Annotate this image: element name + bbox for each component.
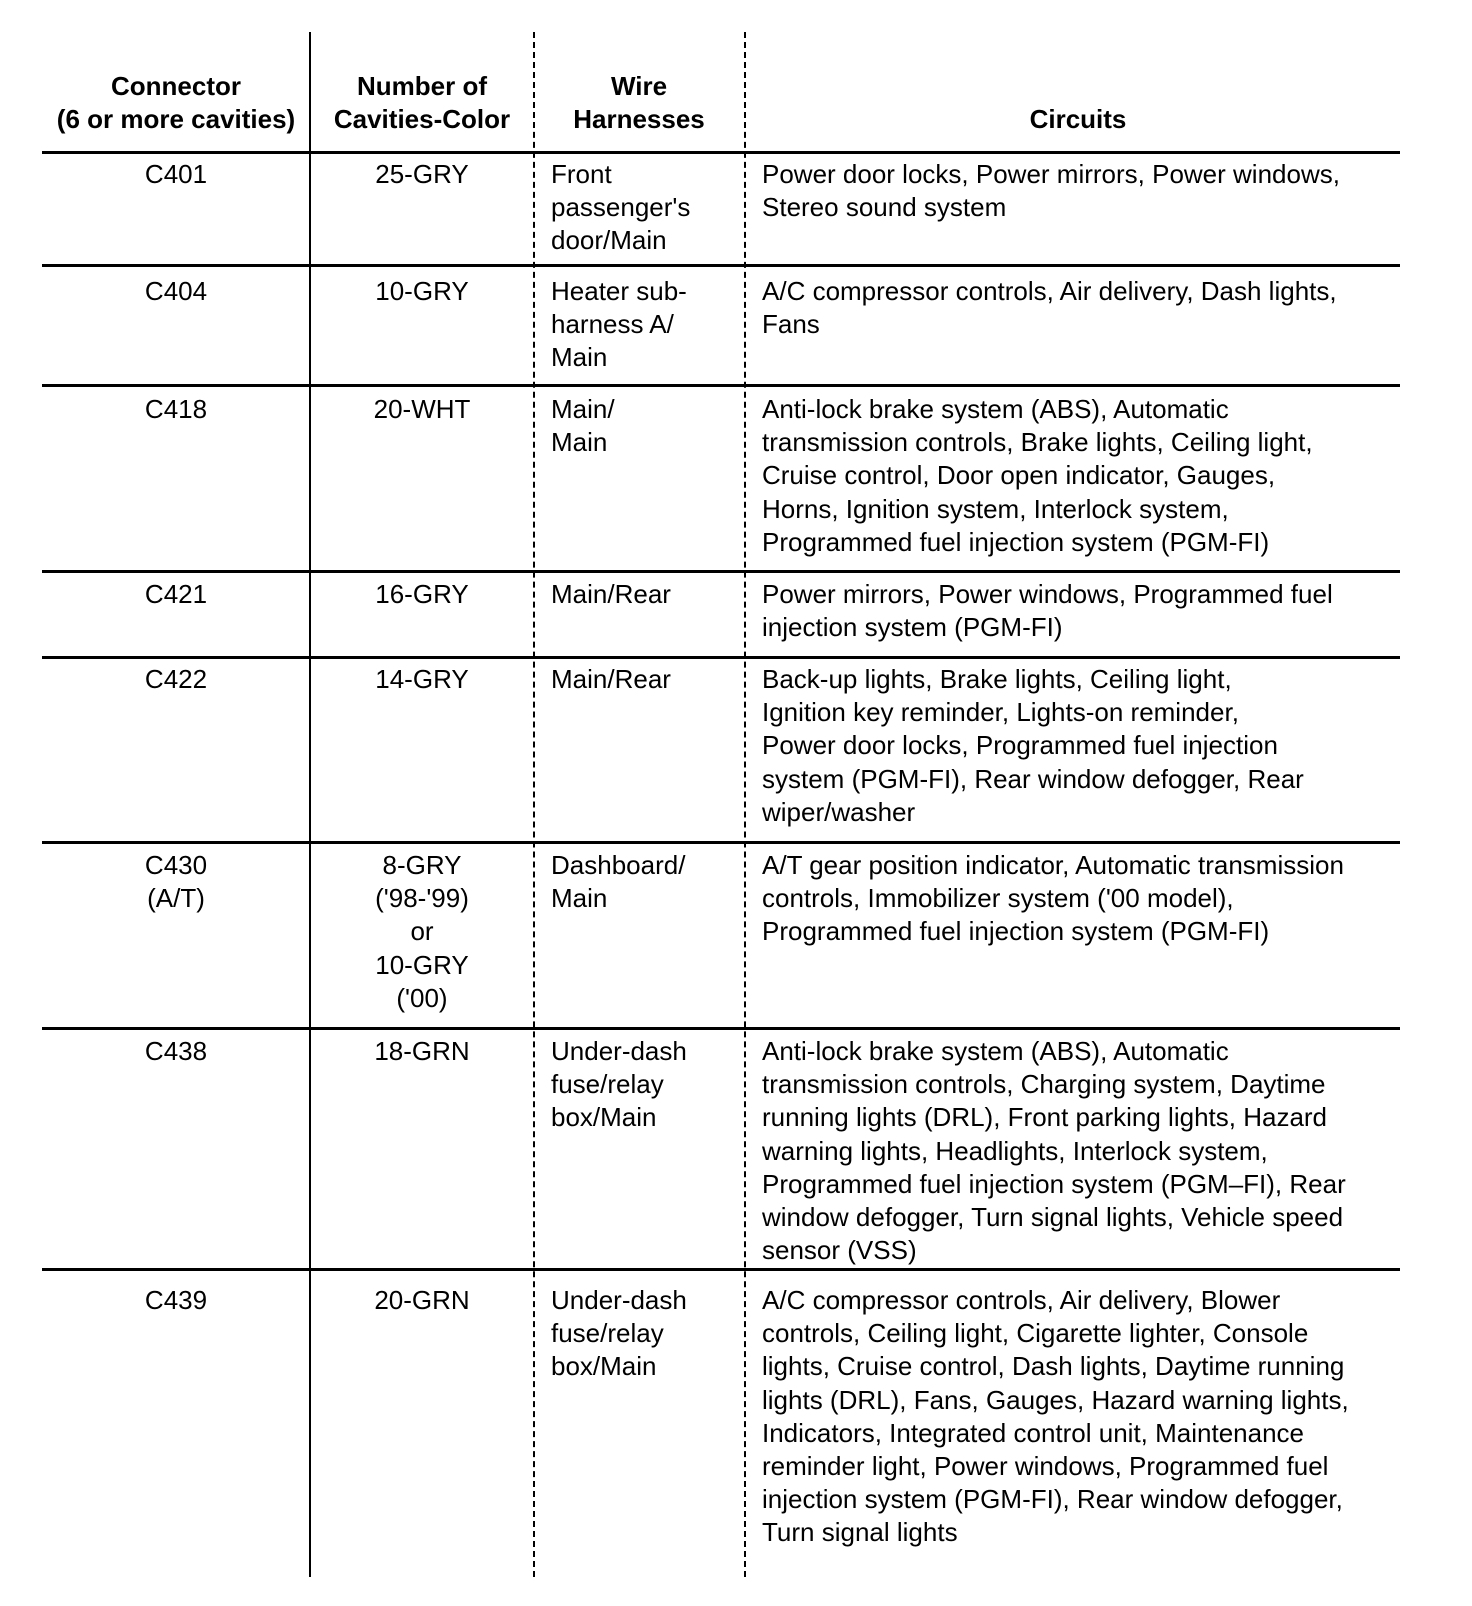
circuit-line: Indicators, Integrated control unit, Maintenance bbox=[762, 1417, 1304, 1448]
harness-line: box/Main bbox=[551, 1102, 657, 1133]
cavities-cell bbox=[312, 849, 532, 1015]
header-harnesses-line: Harnesses bbox=[573, 104, 705, 134]
harness-line: harness A/ bbox=[551, 309, 674, 340]
harness-line: Under-dash bbox=[551, 1285, 687, 1315]
harness-cell bbox=[551, 578, 736, 611]
harness-cell bbox=[551, 393, 736, 459]
circuits-cell bbox=[762, 849, 1402, 949]
row-divider bbox=[42, 570, 1400, 573]
circuit-line: wiper/washer bbox=[762, 796, 916, 827]
circuit-line: lights, Cruise control, Dash lights, Daytime running bbox=[762, 1351, 1345, 1382]
circuit-line: Stereo sound system bbox=[762, 192, 1007, 223]
cavities-cell bbox=[312, 1035, 532, 1068]
circuit-line: Anti-lock brake system (ABS), Automatic bbox=[762, 394, 1229, 424]
circuit-line: Ignition key reminder, Lights-on reminder, bbox=[762, 697, 1239, 728]
header-connector-line: (6 or more cavities) bbox=[56, 104, 296, 134]
circuit-line: warning lights, Headlights, Interlock system, bbox=[762, 1135, 1268, 1166]
harness-line: Front bbox=[551, 159, 612, 189]
harness-cell bbox=[551, 158, 736, 258]
circuits-cell bbox=[762, 578, 1402, 644]
connector-id: C421 bbox=[144, 579, 208, 609]
connector-id: C418 bbox=[144, 394, 208, 424]
circuit-line: Turn signal lights bbox=[762, 1517, 958, 1548]
harness-cell bbox=[551, 849, 736, 915]
header-circuits bbox=[748, 103, 1408, 136]
cavities-value: 14-GRY bbox=[375, 664, 469, 694]
connector-cell bbox=[42, 1284, 310, 1317]
circuit-line: Back-up lights, Brake lights, Ceiling light, bbox=[762, 664, 1232, 694]
cavities-cell bbox=[312, 275, 532, 308]
harness-cell bbox=[551, 1035, 736, 1135]
harness-line: Main bbox=[551, 883, 608, 914]
cavities-value: 18-GRN bbox=[374, 1036, 470, 1066]
circuit-line: running lights (DRL), Front parking lights, Hazard bbox=[762, 1102, 1328, 1133]
circuit-line: Power door locks, Programmed fuel injection bbox=[762, 730, 1278, 761]
circuit-line: transmission controls, Charging system, Daytime bbox=[762, 1069, 1326, 1100]
circuit-line: lights (DRL), Fans, Gauges, Hazard warning lights, bbox=[762, 1384, 1349, 1415]
cavities-cell bbox=[312, 393, 532, 426]
harness-line: Main/Rear bbox=[551, 664, 671, 694]
harness-line: Under-dash bbox=[551, 1036, 687, 1066]
row-divider bbox=[42, 656, 1400, 659]
cavities-cell bbox=[312, 578, 532, 611]
circuit-line: Programmed fuel injection system (PGM–FI), Rear bbox=[762, 1168, 1346, 1199]
circuit-line: controls, Ceiling light, Cigarette lighter, Console bbox=[762, 1318, 1309, 1349]
header-harnesses-line: Wire bbox=[610, 71, 668, 101]
harness-line: Heater sub- bbox=[551, 276, 687, 306]
harness-line: fuse/relay bbox=[551, 1318, 664, 1349]
harness-line: door/Main bbox=[551, 225, 667, 256]
harness-cell bbox=[551, 663, 736, 696]
harness-cell bbox=[551, 275, 736, 375]
connector-cell bbox=[42, 275, 310, 308]
row-divider bbox=[42, 384, 1400, 387]
row-divider bbox=[42, 264, 1400, 267]
circuit-line: window defogger, Turn signal lights, Vehicle speed bbox=[762, 1202, 1344, 1233]
connector-id: C422 bbox=[144, 664, 208, 694]
circuit-line: injection system (PGM-FI) bbox=[762, 612, 1063, 643]
circuit-line: Power door locks, Power mirrors, Power windows, bbox=[762, 159, 1340, 189]
harness-line: Main bbox=[551, 342, 608, 373]
circuits-cell bbox=[762, 1284, 1402, 1550]
harness-line: Main/Rear bbox=[551, 579, 671, 609]
header-circuits-line: Circuits bbox=[1029, 104, 1127, 134]
cavities-value: 16-GRY bbox=[375, 579, 469, 609]
cavities-value: 10-GRY bbox=[375, 276, 469, 306]
circuit-line: reminder light, Power windows, Programmed fuel bbox=[762, 1451, 1329, 1482]
cavities-value: 25-GRY bbox=[375, 159, 469, 189]
circuit-line: injection system (PGM-FI), Rear window defogger, bbox=[762, 1484, 1343, 1515]
circuits-cell bbox=[762, 663, 1402, 829]
harness-line: Main/ bbox=[551, 394, 615, 424]
circuit-line: Power mirrors, Power windows, Programmed fuel bbox=[762, 579, 1333, 609]
header-cavities bbox=[312, 70, 532, 136]
connector-cell bbox=[42, 1035, 310, 1068]
harness-line: Dashboard/ bbox=[551, 850, 686, 880]
circuit-line: system (PGM-FI), Rear window defogger, Rear bbox=[762, 763, 1304, 794]
header-cavities-line: Number of bbox=[357, 71, 487, 101]
connector-id: C439 bbox=[144, 1285, 208, 1315]
connector-id: C430 bbox=[144, 850, 208, 880]
circuits-cell bbox=[762, 275, 1402, 341]
circuit-line: Anti-lock brake system (ABS), Automatic bbox=[762, 1036, 1229, 1066]
cavities-cell bbox=[312, 663, 532, 696]
connector-note: (A/T) bbox=[147, 883, 205, 914]
cavities-value: 8-GRY bbox=[382, 850, 462, 880]
harness-line: Main bbox=[551, 427, 608, 458]
circuit-line: Programmed fuel injection system (PGM-FI) bbox=[762, 916, 1270, 947]
circuit-line: Programmed fuel injection system (PGM-FI) bbox=[762, 526, 1270, 557]
circuit-line: A/C compressor controls, Air delivery, Dash lights, bbox=[762, 276, 1337, 306]
connector-cell bbox=[42, 663, 310, 696]
circuit-line: Horns, Ignition system, Interlock system, bbox=[762, 493, 1229, 524]
connector-id: C438 bbox=[144, 1036, 208, 1066]
header-harnesses bbox=[536, 70, 742, 136]
cavities-value: ('00) bbox=[396, 982, 448, 1013]
row-divider bbox=[42, 151, 1400, 154]
harness-line: box/Main bbox=[551, 1351, 657, 1382]
connector-id: C401 bbox=[144, 159, 208, 189]
connector-cell bbox=[42, 158, 310, 191]
circuit-line: sensor (VSS) bbox=[762, 1235, 917, 1266]
row-divider bbox=[42, 1268, 1400, 1271]
header-connector-line: Connector bbox=[111, 71, 241, 101]
cavities-value: or bbox=[410, 916, 434, 947]
connector-cell bbox=[42, 393, 310, 426]
row-divider bbox=[42, 1027, 1400, 1030]
cavities-value: 20-GRN bbox=[374, 1285, 470, 1315]
header-connector bbox=[42, 70, 310, 136]
cavities-cell bbox=[312, 1284, 532, 1317]
circuit-line: transmission controls, Brake lights, Ceiling light, bbox=[762, 427, 1313, 458]
connector-id: C404 bbox=[144, 276, 208, 306]
cavities-value: ('98-'99) bbox=[375, 883, 469, 914]
cavities-cell bbox=[312, 158, 532, 191]
circuit-line: Cruise control, Door open indicator, Gauges, bbox=[762, 460, 1276, 491]
harness-line: fuse/relay bbox=[551, 1069, 664, 1100]
header-cavities-line: Cavities-Color bbox=[333, 104, 511, 134]
circuits-cell bbox=[762, 158, 1402, 224]
circuit-line: A/C compressor controls, Air delivery, Blower bbox=[762, 1285, 1281, 1315]
circuit-line: A/T gear position indicator, Automatic transmission bbox=[762, 850, 1344, 880]
circuit-line: controls, Immobilizer system ('00 model), bbox=[762, 883, 1234, 914]
cavities-value: 10-GRY bbox=[375, 949, 469, 980]
cavities-value: 20-WHT bbox=[373, 394, 471, 424]
connector-cell bbox=[42, 578, 310, 611]
connector-cell bbox=[42, 849, 310, 915]
harness-line: passenger's bbox=[551, 192, 691, 223]
circuits-cell bbox=[762, 393, 1402, 559]
circuits-cell bbox=[762, 1035, 1402, 1267]
harness-cell bbox=[551, 1284, 736, 1384]
circuit-line: Fans bbox=[762, 309, 820, 340]
row-divider bbox=[42, 841, 1400, 844]
